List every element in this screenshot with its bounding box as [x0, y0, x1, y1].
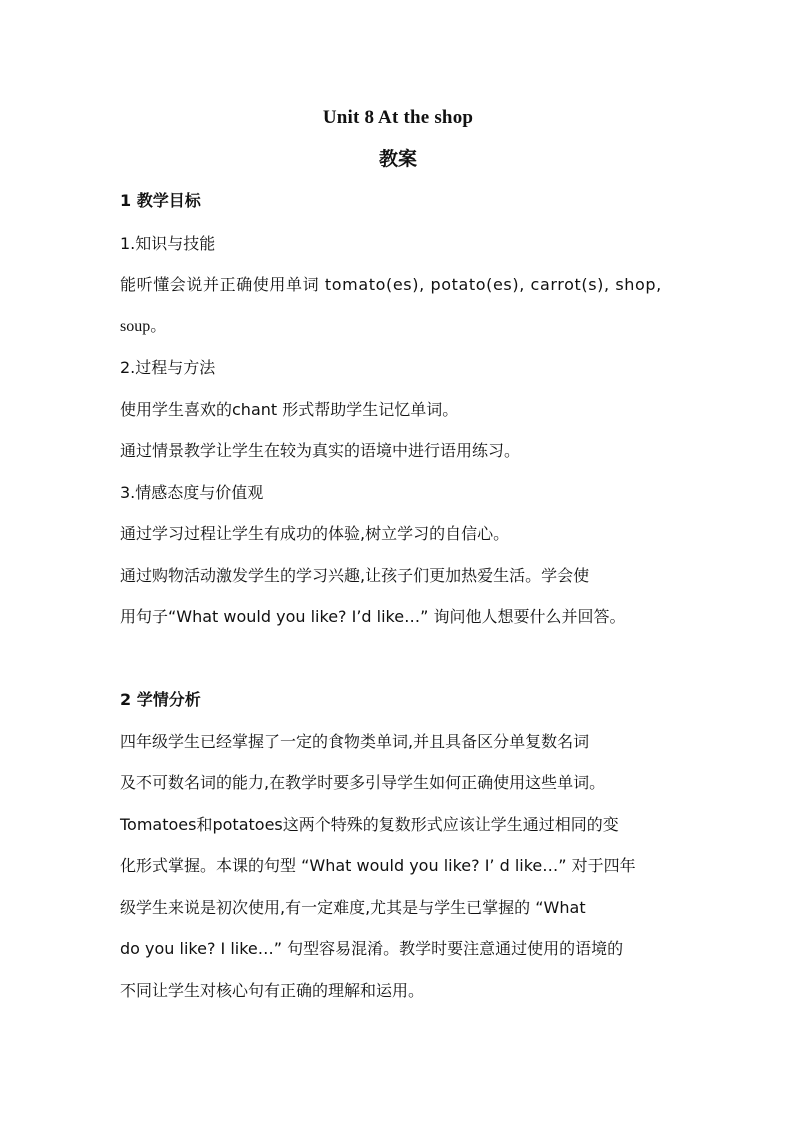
item2-line2-row [120, 441, 676, 461]
title-row [120, 107, 676, 129]
analysis-line3-row [120, 815, 676, 835]
item2-line1-row [120, 400, 676, 420]
page-title: Unit 8 At the shop [322, 107, 474, 128]
objective-attitude-text-line3: 用句子“What would you like? I’d like…” 询问他人想要什么并回答。 [120, 607, 626, 626]
objective-attitude-text-line2: 通过购物活动激发学生的学习兴趣,让孩子们更加热爱生活。学会使 [120, 566, 590, 585]
analysis-line4-row [120, 856, 676, 876]
item3-line2-row [120, 566, 676, 586]
item3-line1-row [120, 524, 676, 544]
section-heading-analysis: 2 学情分析 [120, 690, 201, 709]
analysis-text-line2: 及不可数名词的能力,在教学时要多引导学生如何正确使用这些单词。 [120, 773, 606, 792]
analysis-line6-row [120, 939, 676, 959]
section1-heading-row [120, 191, 676, 211]
analysis-text-line5: 级学生来说是初次使用,有一定难度,尤其是与学生已掌握的 “What [120, 898, 586, 917]
analysis-text-line6: do you like? I like…” 句型容易混淆。教学时要注意通过使用的语境的 [120, 939, 624, 958]
section-heading-objectives: 1 教学目标 [120, 191, 201, 210]
objective-process-label: 2.过程与方法 [120, 358, 216, 377]
item1-line1-row [120, 275, 676, 295]
objective-process-text-line2: 通过情景教学让学生在较为真实的语境中进行语用练习。 [120, 441, 521, 460]
subtitle-row [120, 148, 676, 170]
analysis-line1-row [120, 732, 676, 752]
item3-label-row [120, 483, 676, 503]
objective-attitude-text-line1: 通过学习过程让学生有成功的体验,树立学习的自信心。 [120, 524, 510, 543]
item1-line2-row [120, 317, 676, 337]
item1-label-row [120, 234, 676, 254]
objective-process-text-line1: 使用学生喜欢的chant 形式帮助学生记忆单词。 [120, 400, 459, 419]
item3-line3-row [120, 607, 676, 627]
analysis-text-line3: Tomatoes和potatoes这两个特殊的复数形式应该让学生通过相同的变 [120, 815, 619, 834]
page-subtitle: 教案 [378, 148, 417, 170]
analysis-line7-row [120, 981, 676, 1001]
analysis-text-line4: 化形式掌握。本课的句型 “What would you like? I’ d like…” 对于四年 [120, 856, 636, 875]
analysis-text-line7: 不同让学生对核心句有正确的理解和运用。 [120, 981, 425, 1000]
objective-attitude-label: 3.情感态度与价值观 [120, 483, 264, 502]
item2-label-row [120, 358, 676, 378]
analysis-text-line1: 四年级学生已经掌握了一定的食物类单词,并且具备区分单复数名词 [120, 732, 590, 751]
objective-knowledge-text-line2: soup。 [120, 318, 167, 335]
analysis-line5-row [120, 898, 676, 918]
section2-heading-row [120, 690, 676, 710]
objective-knowledge-text-line1: 能听懂会说并正确使用单词 tomato(es), potato(es), carrot(s), shop, [120, 275, 662, 294]
objective-knowledge-label: 1.知识与技能 [120, 234, 216, 253]
analysis-line2-row [120, 773, 676, 793]
